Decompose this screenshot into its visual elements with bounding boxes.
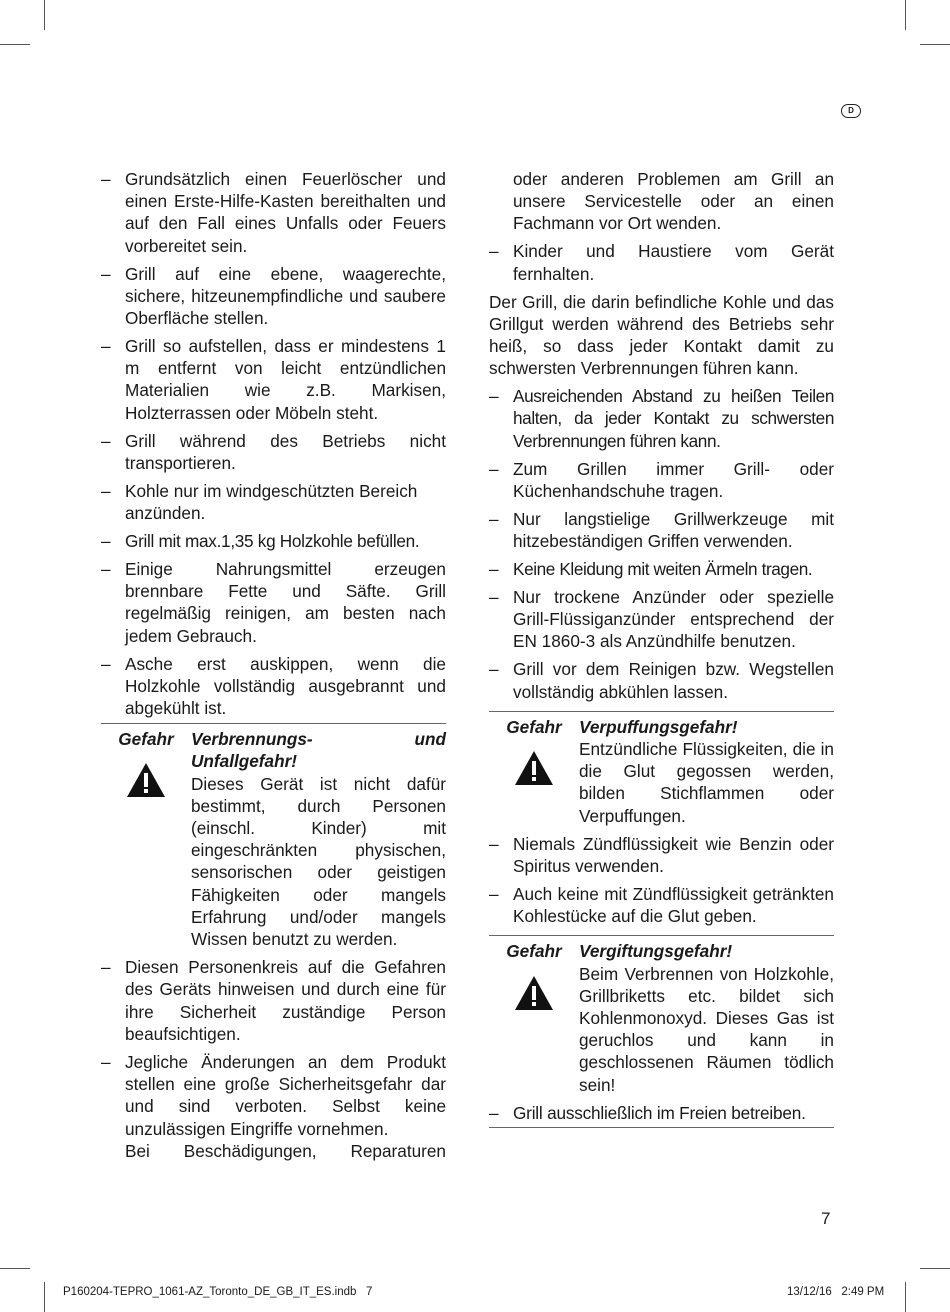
- warning-title: Vergiftungsgefahr!: [579, 941, 733, 962]
- warning-triangle-icon: [126, 762, 166, 798]
- list-item: – Einige Nahrungsmittel erzeugen brennbare Fette und Säfte. Grill regelmäßig reinigen, am besten nach jedem Gebrauch.: [101, 559, 446, 646]
- warning-text: Dieses Gerät ist nicht dafür bestimmt, durch Personen (einschl. Kinder) mit eingeschränkten physischen, sensorischen oder geistigen Fähigkeiten oder mangels Erfahrung und/oder mangels Wissen benutzt zu werden.: [191, 773, 446, 950]
- list-item: – Ausreichenden Abstand zu heißen Teilen halten, da jeder Kontakt zu schwersten Verbrennungen führen kann.: [489, 386, 834, 451]
- right-column: [489, 168, 834, 1128]
- list-item: – Grill während des Betriebs nicht transportieren.: [101, 430, 446, 473]
- list-dash: –: [101, 480, 111, 501]
- warning-title: Verbrennungs- und Unfallgefahr!: [191, 729, 446, 772]
- list-dash: –: [489, 386, 499, 407]
- crop-mark: [0, 1268, 30, 1269]
- list-dash: –: [489, 659, 499, 680]
- crop-mark: [920, 1268, 950, 1269]
- list-dash: –: [101, 336, 111, 357]
- list-item: – Grill ausschließlich im Freien betreiben.: [489, 1102, 806, 1123]
- warning-triangle-icon: [514, 975, 554, 1011]
- paragraph: Der Grill, die darin befindliche Kohle und das Grillgut werden während des Betriebs sehr heiß, so dass jeder Kontakt damit zu schwersten Verbrennungen führen kann.: [489, 291, 834, 379]
- list-item: – Jegliche Änderungen an dem Produkt stellen eine große Sicherheitsgefahr dar und sind verboten. Selbst keine unzulässigen Eingriffe vornehmen.: [101, 1051, 446, 1139]
- warning-label: Gefahr: [506, 941, 562, 962]
- left-column: [101, 168, 446, 1168]
- warning-triangle-icon: [514, 750, 554, 786]
- list-dash: –: [101, 263, 111, 284]
- warning-text: Beim Verbrennen von Holzkohle, Grillbriketts etc. bildet sich Kohlenmonoxyd. Dieses Gas ist geruchlos und kann in geschlossenen Räumen tödlich sein!: [579, 963, 834, 1095]
- footer-file-info: P160204-TEPRO_1061-AZ_Toronto_DE_GB_IT_ES.indb 7: [63, 1286, 373, 1298]
- list-item: – Zum Grillen immer Grill- oder Küchenhandschuhe tragen.: [489, 458, 834, 501]
- list-item: – Grill mit max.1,35 kg Holzkohle befüllen.: [101, 531, 420, 552]
- crop-mark: [0, 44, 30, 45]
- warning-title: Verpuffungsgefahr!: [579, 716, 738, 737]
- list-item: – Grundsätzlich einen Feuerlöscher und einen Erste-Hilfe-Kasten bereithalten und auf den Fall eines Unfalls oder Feuers vorbereitet sein.: [101, 169, 446, 256]
- list-item: – Asche erst auskippen, wenn die Holzkohle vollständig ausgebrannt und abgekühlt ist.: [101, 653, 446, 719]
- list-dash: –: [101, 531, 111, 552]
- crop-mark: [44, 0, 45, 30]
- warning-box-poison: [489, 935, 834, 1095]
- crop-mark: [905, 1282, 906, 1312]
- section-divider: [489, 1127, 834, 1128]
- list-dash: –: [101, 957, 111, 978]
- list-dash: –: [101, 1051, 111, 1072]
- footer-timestamp: 13/12/16 2:49 PM: [787, 1286, 885, 1298]
- crop-mark: [920, 44, 950, 45]
- list-dash: –: [101, 169, 111, 189]
- crop-mark: [44, 1282, 45, 1312]
- list-dash: –: [489, 458, 499, 479]
- list-item: – Nur langstielige Grillwerkzeuge mit hitzebeständigen Griffen verwenden.: [489, 508, 834, 552]
- list-item: – Niemals Zündflüssigkeit wie Benzin oder Spiritus verwenden.: [489, 833, 834, 877]
- continued-text: oder anderen Problemen am Grill an unsere Servicestelle oder an einen Fachmann vor Ort wenden.: [513, 169, 834, 234]
- list-item: – Diesen Personenkreis auf die Gefahren des Geräts hinweisen und durch eine für ihre Sicherheit zuständige Person beaufsichtigen.: [101, 957, 446, 1044]
- list-dash: –: [101, 430, 111, 451]
- list-item: – Grill vor dem Reinigen bzw. Wegstellen vollständig abkühlen lassen.: [489, 659, 834, 702]
- list-item: – Grill auf eine ebene, waagerechte, sichere, hitzeunempfindliche und saubere Oberfläche stellen.: [101, 263, 446, 329]
- warning-label: Gefahr: [506, 716, 562, 737]
- list-dash: –: [489, 833, 499, 854]
- list-item: – Kohle nur im windgeschützten Bereich anzünden.: [101, 480, 418, 524]
- list-item: – Keine Kleidung mit weiten Ärmeln tragen.: [489, 559, 813, 580]
- list-dash: –: [101, 653, 111, 674]
- list-dash: –: [489, 559, 499, 580]
- list-item: – Auch keine mit Zündflüssigkeit getränkten Kohlestücke auf die Glut geben.: [489, 884, 834, 927]
- list-dash: –: [489, 587, 499, 608]
- warning-label: Gefahr: [118, 729, 174, 750]
- list-item: – Grill so aufstellen, dass er mindestens 1 m entfernt von leicht entzündlichen Materialien wie z.B. Markisen, Holzterrassen oder Möbeln steht.: [101, 336, 446, 423]
- list-dash: –: [489, 1102, 499, 1123]
- warning-box-deflagration: [489, 711, 834, 827]
- list-dash: –: [489, 508, 499, 529]
- list-dash: –: [101, 559, 111, 580]
- list-item: – Nur trockene Anzünder oder spezielle Grill-Flüssiganzünder entsprechend der EN 1860-3 als Anzündhilfe benutzen.: [489, 587, 834, 652]
- crop-mark: [905, 0, 906, 30]
- continued-text: Bei Beschädigungen, Reparaturen: [125, 1140, 446, 1161]
- warning-text: Entzündliche Flüssigkeiten, die in die Glut gegossen werden, bilden Stichflammen oder Verpuffungen.: [579, 739, 834, 826]
- country-code-badge: D: [841, 104, 861, 118]
- warning-box-burn: [101, 723, 446, 950]
- list-item: – Kinder und Haustiere vom Gerät fernhalten.: [489, 241, 834, 284]
- list-dash: –: [489, 241, 499, 262]
- list-dash: –: [489, 884, 499, 905]
- page-number: 7: [821, 1209, 831, 1228]
